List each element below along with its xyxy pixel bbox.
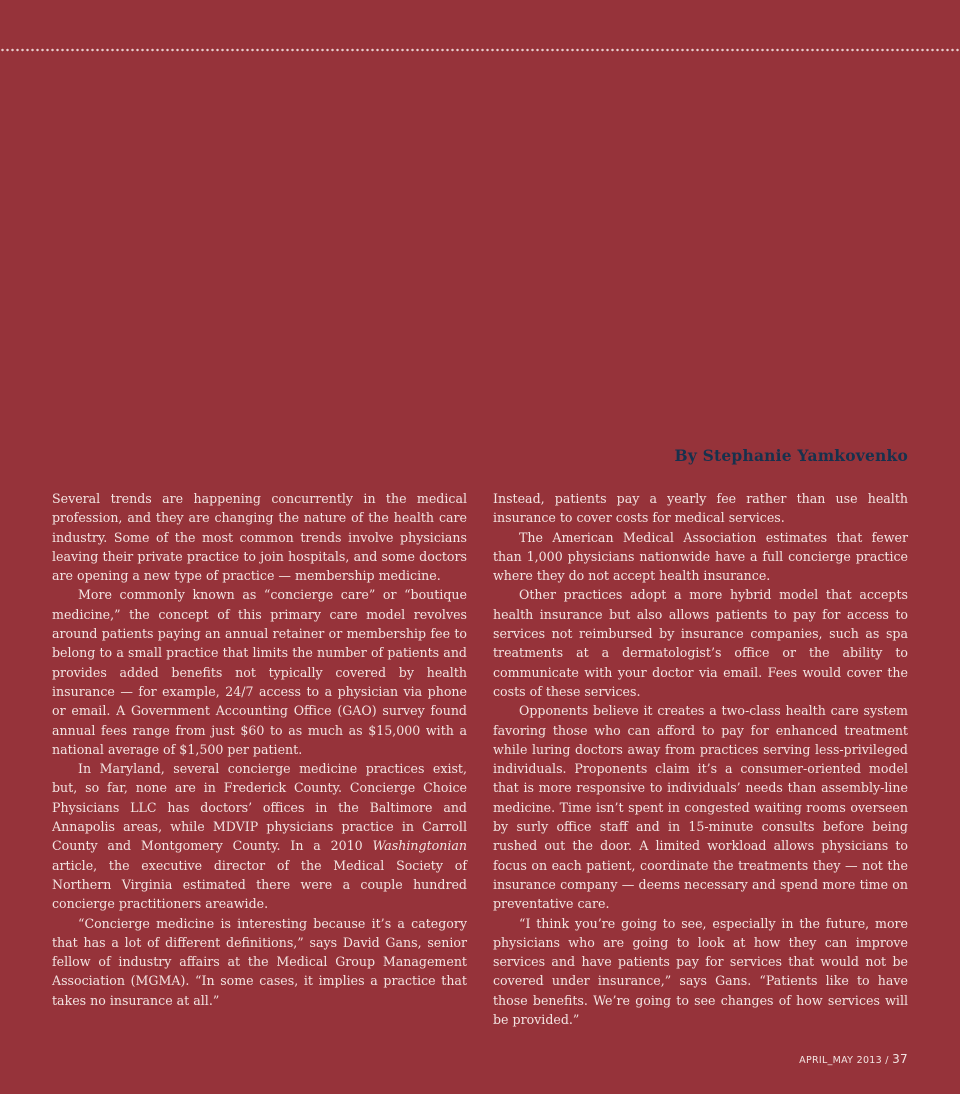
paragraph-text: article, the executive director of the Medical Society of Northern Virginia estimated there were a couple hundred concierge practitioners areawide. [52, 857, 467, 912]
paragraph-text: In Maryland, several concierge medicine practices exist, but, so far, none are in Frederick County. Concierge Choice Physicians LLC has doctors’ offices in the Baltimore and Annapolis areas, while MDVIP physicians practice in Carroll County and Montgomery County. In a 2010 [52, 761, 467, 854]
paragraph: More commonly known as “concierge care” or “boutique medicine,” the concept of this primary care model revolves around patients paying an annual retainer or membership fee to belong to a small practice that limits the number of patients and provides added benefits not typically covered by health insurance — for example, 24/7 access to a physician via phone or email. A Government Accounting Office (GAO) survey found annual fees range from just $60 to as much as $15,000 with a national average of $1,500 per patient. [52, 587, 467, 757]
paragraph: Several trends are happening concurrently in the medical profession, and they are changing the nature of the health care industry. Some of the most common trends involve physicians leaving their private practice to join hospitals, and some doctors are opening a new type of practice — membership medicine. [52, 491, 467, 584]
publication-title: Washingtonian [372, 838, 467, 854]
paragraph: Instead, patients pay a yearly fee rather than use health insurance to cover costs for medical services. [493, 491, 908, 526]
page-number: 37 [892, 1052, 908, 1066]
paragraph: The American Medical Association estimates that fewer than 1,000 physicians nationwide have a full concierge practice where they do not accept health insurance. [493, 529, 908, 584]
dotted-rule [0, 48, 960, 52]
issue-date: APRIL_MAY 2013 [799, 1055, 882, 1066]
paragraph: Other practices adopt a more hybrid model that accepts health insurance but also allows patients to pay for access to services not reimbursed by insurance companies, such as spa treatments at a dermatologist’s office or the ability to communicate with your doctor via email. Fees would cover the costs of these services. [493, 587, 908, 699]
paragraph [52, 759, 467, 913]
page-folio [799, 1052, 908, 1066]
paragraph: Opponents believe it creates a two-class health care system favoring those who can afford to pay for enhanced treatment while luring doctors away from practices serving less-privileged individuals. Proponents claim it’s a consumer-oriented model that is more responsive to individuals’ needs than assembly-line medicine. Time isn’t spent in congested waiting rooms overseen by surly office staff and in 15-minute consults before being rushed out the door. A limited workload allows physicians to focus on each patient, coordinate the treatments they — not the insurance company — deems necessary and spend more time on preventative care. [493, 703, 908, 912]
byline: By Stephanie Yamkovenko [674, 446, 908, 465]
folio-separator: / [881, 1055, 893, 1066]
article-column-right [493, 489, 908, 1029]
article-column-left [52, 489, 467, 1010]
paragraph: “I think you’re going to see, especially in the future, more physicians who are going to look at how they can improve services and have patients pay for services that would not be covered under insurance,” says Gans. “Patients like to have those benefits. We’re going to see changes of how services will be provided.” [493, 915, 908, 1028]
paragraph: “Concierge medicine is interesting because it’s a category that has a lot of different definitions,” says David Gans, senior fellow of industry affairs at the Medical Group Management Association (MGMA). “In some cases, it implies a practice that takes no insurance at all.” [52, 915, 467, 1008]
